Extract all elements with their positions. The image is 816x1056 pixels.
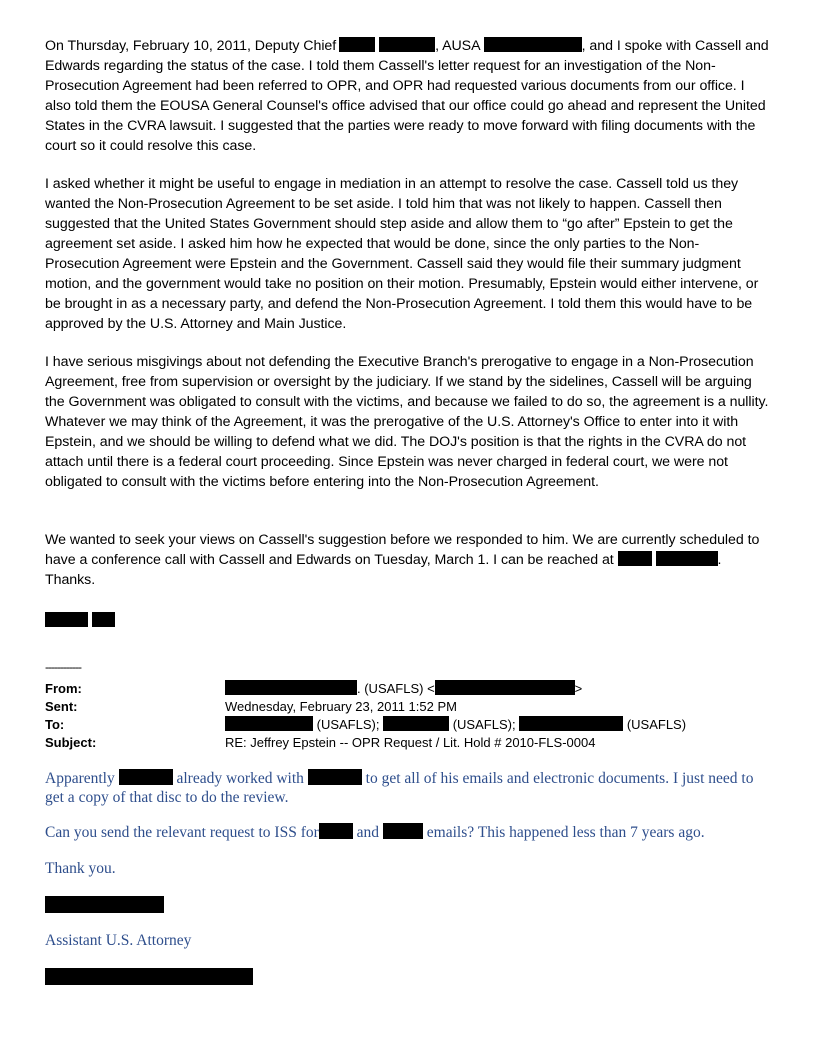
from-row: From: . (USAFLS) < >	[45, 681, 583, 696]
memo-paragraph-2: I asked whether it might be useful to engage in mediation in an attempt to resolve the case. Cassell told us they wanted the Non-Prosecution Agreement to be set aside. I told him that was not likely to happen. Cassell then suggested that the United States Government should step aside and allow them to “go after” Epstein to get the agreement set aside. I asked him how he expected that would be done, since the only parties to the Non-Prosecution Agreement were Epstein and the Government. Cassell said they would file their summary judgment motion, and the government would take no position on their motion. Presumably, Epstein would either intervene, or be brought in as a necessary party, and defend the Non-Prosecution Agreement. I told them this would have to be approved by the U.S. Attorney and Main Justice.	[45, 176, 759, 332]
reply-thanks: Thank you.	[45, 860, 116, 877]
redaction	[225, 716, 313, 731]
email-separator: ------------	[45, 660, 81, 674]
memo-paragraph-3: I have serious misgivings about not defending the Executive Branch's prerogative to engage in a Non-Prosecution Agreement, free from supervision or oversight by the judiciary. If we stand by the sidelines, Cassell will be arguing the Government was obligated to consult with the victims, and because we failed to do so, the agreement is a nullity. Whatever we may think of the Agreement, it was the prerogative of the U.S. Attorney's Office to enter into it with Epstein, and we should be willing to defend what we did. The DOJ's position is that the rights in the CVRA do not attach until there is a federal court proceeding. Since Epstein was never charged in federal court, we were not obligated to consult with the victims before entering into the Non-Prosecution Agreement.	[45, 354, 769, 490]
redaction	[308, 769, 362, 785]
to-label: To:	[45, 717, 65, 732]
reply-paragraph-1: Apparently already worked with to get all of his emails and electronic documents. I just need to get a copy of that disc to do the review.	[45, 770, 754, 806]
redaction	[484, 37, 582, 52]
redaction	[656, 551, 718, 566]
redaction	[618, 551, 652, 566]
signature-name-redaction	[45, 896, 164, 913]
signature-title: Assistant U.S. Attorney	[45, 932, 192, 949]
redaction	[435, 680, 575, 695]
sent-label: Sent:	[45, 699, 78, 714]
sent-row	[45, 698, 785, 716]
redaction	[379, 37, 435, 52]
to-row: To: (USAFLS); (USAFLS); (USAFLS)	[45, 717, 687, 732]
memo-paragraph-4: We wanted to seek your views on Cassell's suggestion before we responded to him. We are currently scheduled to have a conference call with Cassell and Edwards on Tuesday, March 1. I can be reached at . Thanks.	[45, 532, 760, 588]
signature-redaction	[45, 612, 88, 627]
redaction	[383, 823, 423, 839]
subject-label: Subject:	[45, 735, 97, 750]
subject-row	[45, 734, 785, 752]
redaction	[383, 716, 449, 731]
sent-value: Wednesday, February 23, 2011 1:52 PM	[225, 699, 457, 714]
redaction	[339, 37, 375, 52]
subject-value: RE: Jeffrey Epstein -- OPR Request / Lit. Hold # 2010-FLS-0004	[225, 735, 596, 750]
signature-contact-redaction	[45, 968, 253, 985]
memo-paragraph-1: On Thursday, February 10, 2011, Deputy Chief , AUSA , and I spoke with Cassell and Edwards regarding the status of the case. I told them Cassell's letter request for an investigation of the Non-Prosecution Agreement had been referred to OPR, and OPR had requested various documents from our office. I also told them the EOUSA General Counsel's office advised that our office could go ahead and represent the United States in the CVRA lawsuit. I suggested that the parties were ready to move forward with filing documents with the court so it could resolve this case.	[45, 38, 769, 154]
redaction	[319, 823, 353, 839]
redaction	[225, 680, 357, 695]
signature-redaction	[92, 612, 115, 627]
redaction	[119, 769, 173, 785]
redaction	[519, 716, 623, 731]
reply-paragraph-2: Can you send the relevant request to ISS for and emails? This happened less than 7 years ago.	[45, 824, 705, 841]
from-org: . (USAFLS) <	[357, 681, 435, 696]
from-label: From:	[45, 681, 82, 696]
email-header	[45, 680, 785, 752]
